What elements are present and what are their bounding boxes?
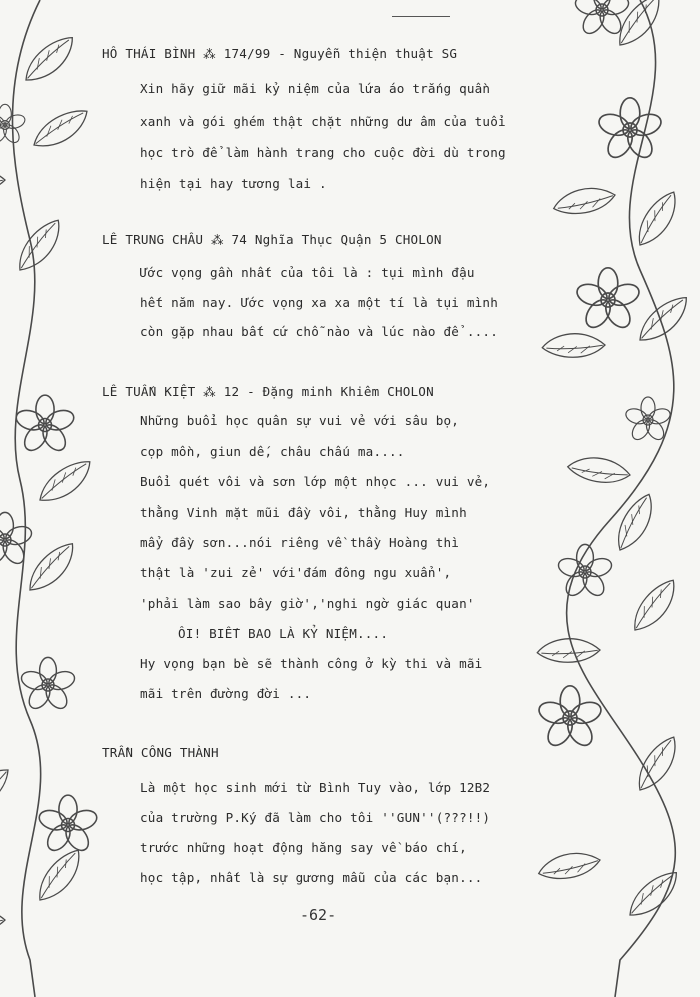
entry-line: Buổi quét vôi và sơn lớp một nhọc ... vui vẻ, <box>140 474 491 489</box>
entry-line: thật là 'zui zẻ' với'đám đông ngu xuẩn', <box>140 565 452 580</box>
entry-heading: TRẦN CÔNG THÀNH <box>102 745 219 760</box>
entry-heading: HÔ THÁI BÌNH ⁂ 174/99 - Nguyễn thiện thuật SG <box>102 46 458 61</box>
entry-line: Những buổi học quân sự vui vẻ với sâu bọ, <box>140 413 460 428</box>
page-number: -62- <box>300 906 337 924</box>
top-rule <box>392 16 450 17</box>
entry-line: thằng Vinh mặt mũi đầy vôi, thằng Huy mình <box>140 505 467 520</box>
entry-line: cọp mồn, giun dế, châu chấu ma.... <box>140 444 405 459</box>
entry-line: còn gặp nhau bất cứ chỗ nào và lúc nào để .... <box>140 324 498 339</box>
entry-heading: LÊ TUẤN KIỆT ⁂ 12 - Đặng minh Khiêm CHOLON <box>102 384 434 399</box>
entry-line: mãi trên đường đời ... <box>140 686 312 701</box>
entry-line: mẩy đầy sơn...nói riêng về thầy Hoàng thì <box>140 535 460 550</box>
entry-line: của trường P.Ký đã làm cho tôi ''GUN''(???!!) <box>140 810 491 825</box>
entry-line: 'phải làm sao bây giờ','nghi ngờ giác quan' <box>140 596 475 611</box>
entry-line: Xin hãy giữ mãi kỷ niệm của lứa áo trắng quần <box>140 81 491 96</box>
entry-line: học tập, nhất là sự gương mẫu của các bạn... <box>140 870 483 885</box>
entry-exclamation: ÔI! BIẾT BAO LÀ KỶ NIỆM.... <box>178 626 389 641</box>
entry-line: xanh và gói ghém thật chặt những dư âm của tuổi <box>140 114 506 129</box>
entry-line: Là một học sinh mới từ Bình Tuy vào, lớp 12B2 <box>140 780 491 795</box>
entry-line: hiện tại hay tương lai . <box>140 176 327 191</box>
entry-line: Ước vọng gần nhất của tôi là : tụi mình đậu <box>140 265 475 280</box>
entry-heading: LÊ TRUNG CHÂU ⁂ 74 Nghĩa Thục Quận 5 CHOLON <box>102 232 442 247</box>
entry-line: học trò để làm hành trang cho cuộc đời dù trong <box>140 145 506 160</box>
entry-line: Hy vọng bạn bè sẽ thành công ở kỳ thi và mãi <box>140 656 483 671</box>
entry-line: hết năm nay. Ước vọng xa xa một tí là tụi mình <box>140 295 498 310</box>
entry-line: trước những hoạt động hăng say về báo chí, <box>140 840 467 855</box>
